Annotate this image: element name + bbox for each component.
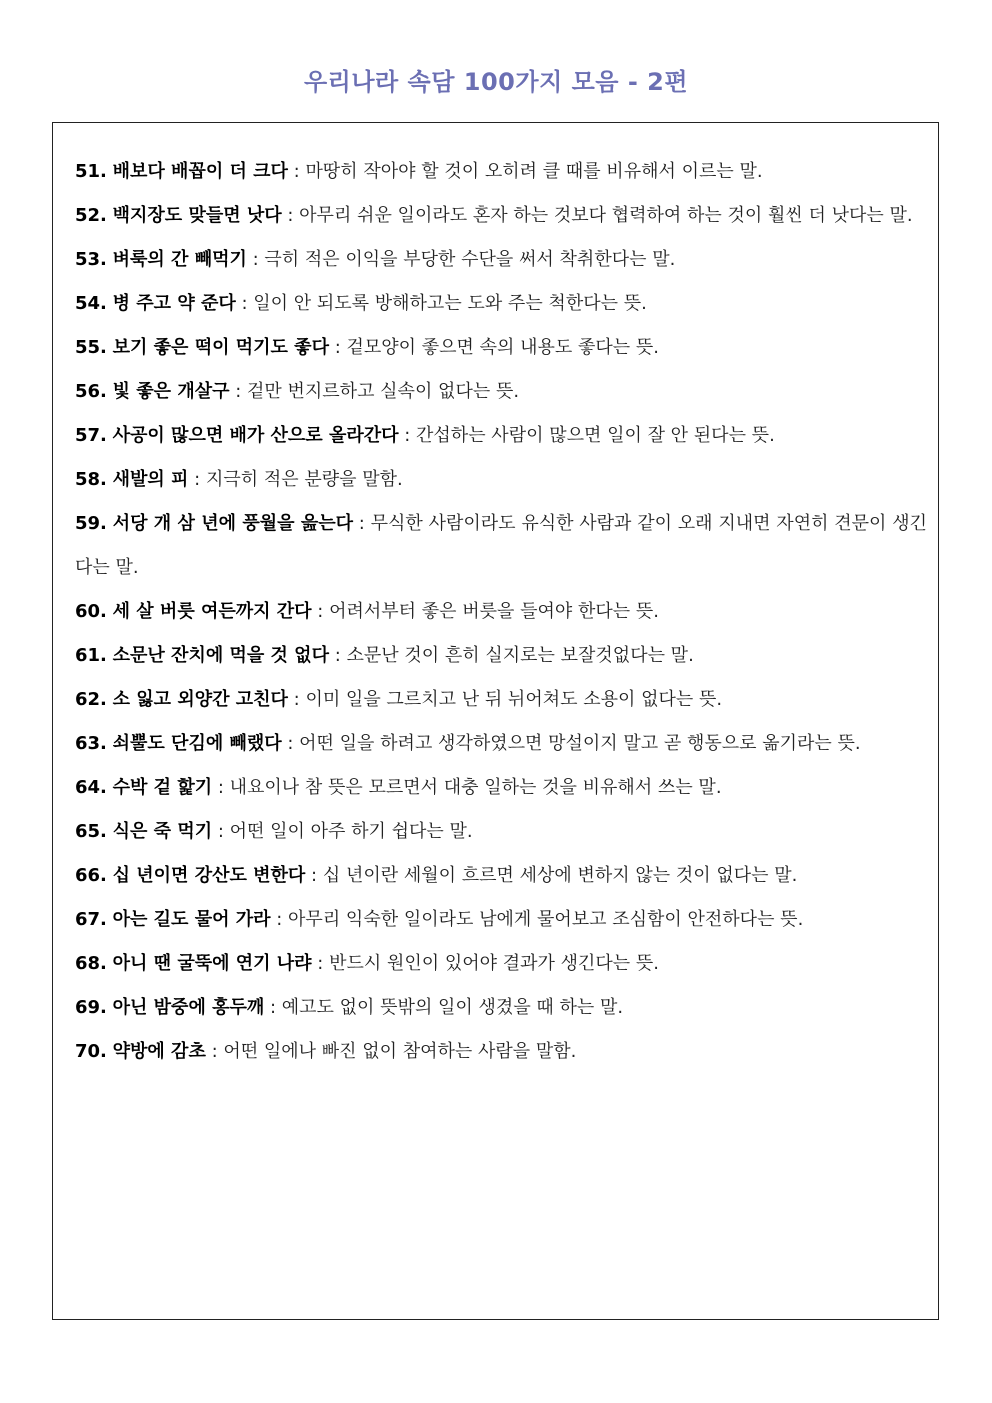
proverb-separator: : [281,733,300,754]
proverb-number: 56. [75,381,107,402]
proverb-term: 백지장도 맞들면 낫다 [112,205,282,226]
proverb-entry [75,942,927,986]
proverb-meaning: 마땅히 작아야 할 것이 오히려 클 때를 비유해서 이르는 말. [305,161,763,182]
proverb-entry [75,238,927,282]
proverb-number: 65. [75,821,107,842]
proverb-term: 배보다 배꼽이 더 크다 [112,161,288,182]
proverb-meaning: 겉모양이 좋으면 속의 내용도 좋다는 뜻. [346,337,660,358]
proverb-number: 57. [75,425,107,446]
proverb-number: 53. [75,249,107,270]
proverb-entry [75,854,927,898]
proverb-number: 69. [75,997,107,1018]
proverb-meaning: 어떤 일에나 빠진 없이 참여하는 사람을 말함. [223,1041,577,1062]
proverb-term: 서당 개 삼 년에 풍월을 읊는다 [112,513,354,534]
proverb-separator: : [328,337,347,358]
proverb-term: 벼룩의 간 빼먹기 [112,249,247,270]
proverb-separator: : [311,953,330,974]
proverb-separator: : [287,689,306,710]
proverb-entry [75,326,927,370]
proverb-number: 68. [75,953,107,974]
proverb-entry [75,722,927,766]
proverb-meaning: 내요이나 참 뜻은 모르면서 대충 일하는 것을 비유해서 쓰는 말. [229,777,722,798]
proverb-entry [75,634,927,678]
proverb-entry [75,194,927,238]
proverb-separator: : [235,293,254,314]
proverb-separator: : [205,1041,224,1062]
proverb-meaning: 겉만 번지르하고 실속이 없다는 뜻. [247,381,520,402]
proverb-number: 60. [75,601,107,622]
proverb-term: 약방에 감초 [112,1041,206,1062]
proverb-meaning: 무식한 사람이라도 유식한 사람과 같이 오래 지내면 자연히 견문이 생긴다는 말. [75,513,927,578]
proverb-number: 62. [75,689,107,710]
proverb-number: 64. [75,777,107,798]
proverb-entry [75,810,927,854]
proverb-meaning: 일이 안 되도록 방해하고는 도와 주는 척한다는 뜻. [253,293,647,314]
proverb-term: 세 살 버릇 여든까지 간다 [112,601,312,622]
proverb-separator: : [311,601,330,622]
proverb-term: 쇠뿔도 단김에 빼랬다 [112,733,282,754]
proverb-meaning: 지극히 적은 분량을 말함. [205,469,403,490]
proverb-separator: : [305,865,323,886]
proverb-list [75,150,927,1074]
proverb-entry [75,150,927,194]
proverb-term: 십 년이면 강산도 변한다 [112,865,306,886]
proverb-meaning: 어떤 일이 아주 하기 쉽다는 말. [229,821,473,842]
proverb-term: 보기 좋은 떡이 먹기도 좋다 [112,337,329,358]
proverb-entry [75,282,927,326]
proverb-number: 58. [75,469,107,490]
proverb-term: 빛 좋은 개살구 [112,381,230,402]
proverb-number: 59. [75,513,107,534]
proverb-separator: : [287,161,306,182]
proverb-term: 수박 겉 핥기 [112,777,213,798]
proverb-number: 66. [75,865,107,886]
proverb-meaning: 아무리 쉬운 일이라도 혼자 하는 것보다 협력하여 하는 것이 훨씬 더 낫다는 말. [299,205,913,226]
proverb-separator: : [246,249,265,270]
proverb-meaning: 어려서부터 좋은 버릇을 들여야 한다는 뜻. [329,601,660,622]
proverb-number: 61. [75,645,107,666]
proverb-term: 새발의 피 [112,469,189,490]
proverb-entry [75,458,927,502]
proverb-entry [75,370,927,414]
proverb-number: 55. [75,337,107,358]
proverb-entry [75,678,927,722]
proverb-term: 소 잃고 외양간 고친다 [112,689,288,710]
proverb-meaning: 아무리 익숙한 일이라도 남에게 물어보고 조심함이 안전하다는 뜻. [288,909,804,930]
proverb-separator: : [229,381,248,402]
proverb-meaning: 예고도 없이 뜻밖의 일이 생겼을 때 하는 말. [281,997,624,1018]
proverb-entry [75,766,927,810]
proverb-meaning: 이미 일을 그르치고 난 뒤 뉘어쳐도 소용이 없다는 뜻. [305,689,723,710]
proverb-number: 52. [75,205,107,226]
proverb-number: 70. [75,1041,107,1062]
proverb-term: 식은 죽 먹기 [112,821,213,842]
proverb-meaning: 반드시 원인이 있어야 결과가 생긴다는 뜻. [329,953,660,974]
proverb-meaning: 소문난 것이 흔히 실지로는 보잘것없다는 말. [346,645,694,666]
proverb-number: 67. [75,909,107,930]
proverb-term: 아는 길도 물어 가라 [112,909,271,930]
proverb-meaning: 간섭하는 사람이 많으면 일이 잘 안 된다는 뜻. [416,425,775,446]
proverb-number: 63. [75,733,107,754]
proverb-term: 사공이 많으면 배가 산으로 올라간다 [112,425,399,446]
page-title: 우리나라 속담 100가지 모음 - 2편 [303,68,689,96]
proverb-meaning: 어떤 일을 하려고 생각하였으면 망설이지 말고 곧 행동으로 옮기라는 뜻. [299,733,861,754]
proverb-separator: : [353,513,371,534]
proverb-entry [75,502,927,590]
proverb-separator: : [212,777,230,798]
proverb-term: 아닌 밤중에 홍두깨 [112,997,265,1018]
proverb-number: 51. [75,161,107,182]
proverb-entry [75,1030,927,1074]
proverb-number: 54. [75,293,107,314]
proverb-entry [75,414,927,458]
proverb-separator: : [270,909,289,930]
proverb-separator: : [281,205,300,226]
proverb-meaning: 십 년이란 세월이 흐르면 세상에 변하지 않는 것이 없다는 말. [322,865,798,886]
proverb-separator: : [264,997,282,1018]
proverb-term: 아니 땐 굴뚝에 연기 나랴 [112,953,312,974]
proverb-entry [75,898,927,942]
proverb-separator: : [328,645,347,666]
proverb-meaning: 극히 적은 이익을 부당한 수단을 써서 착취한다는 말. [264,249,676,270]
proverb-entry [75,986,927,1030]
proverb-separator: : [188,469,206,490]
proverb-separator: : [212,821,230,842]
proverb-separator: : [398,425,417,446]
proverb-term: 병 주고 약 준다 [112,293,236,314]
proverb-term: 소문난 잔치에 먹을 것 없다 [112,645,329,666]
proverb-entry [75,590,927,634]
